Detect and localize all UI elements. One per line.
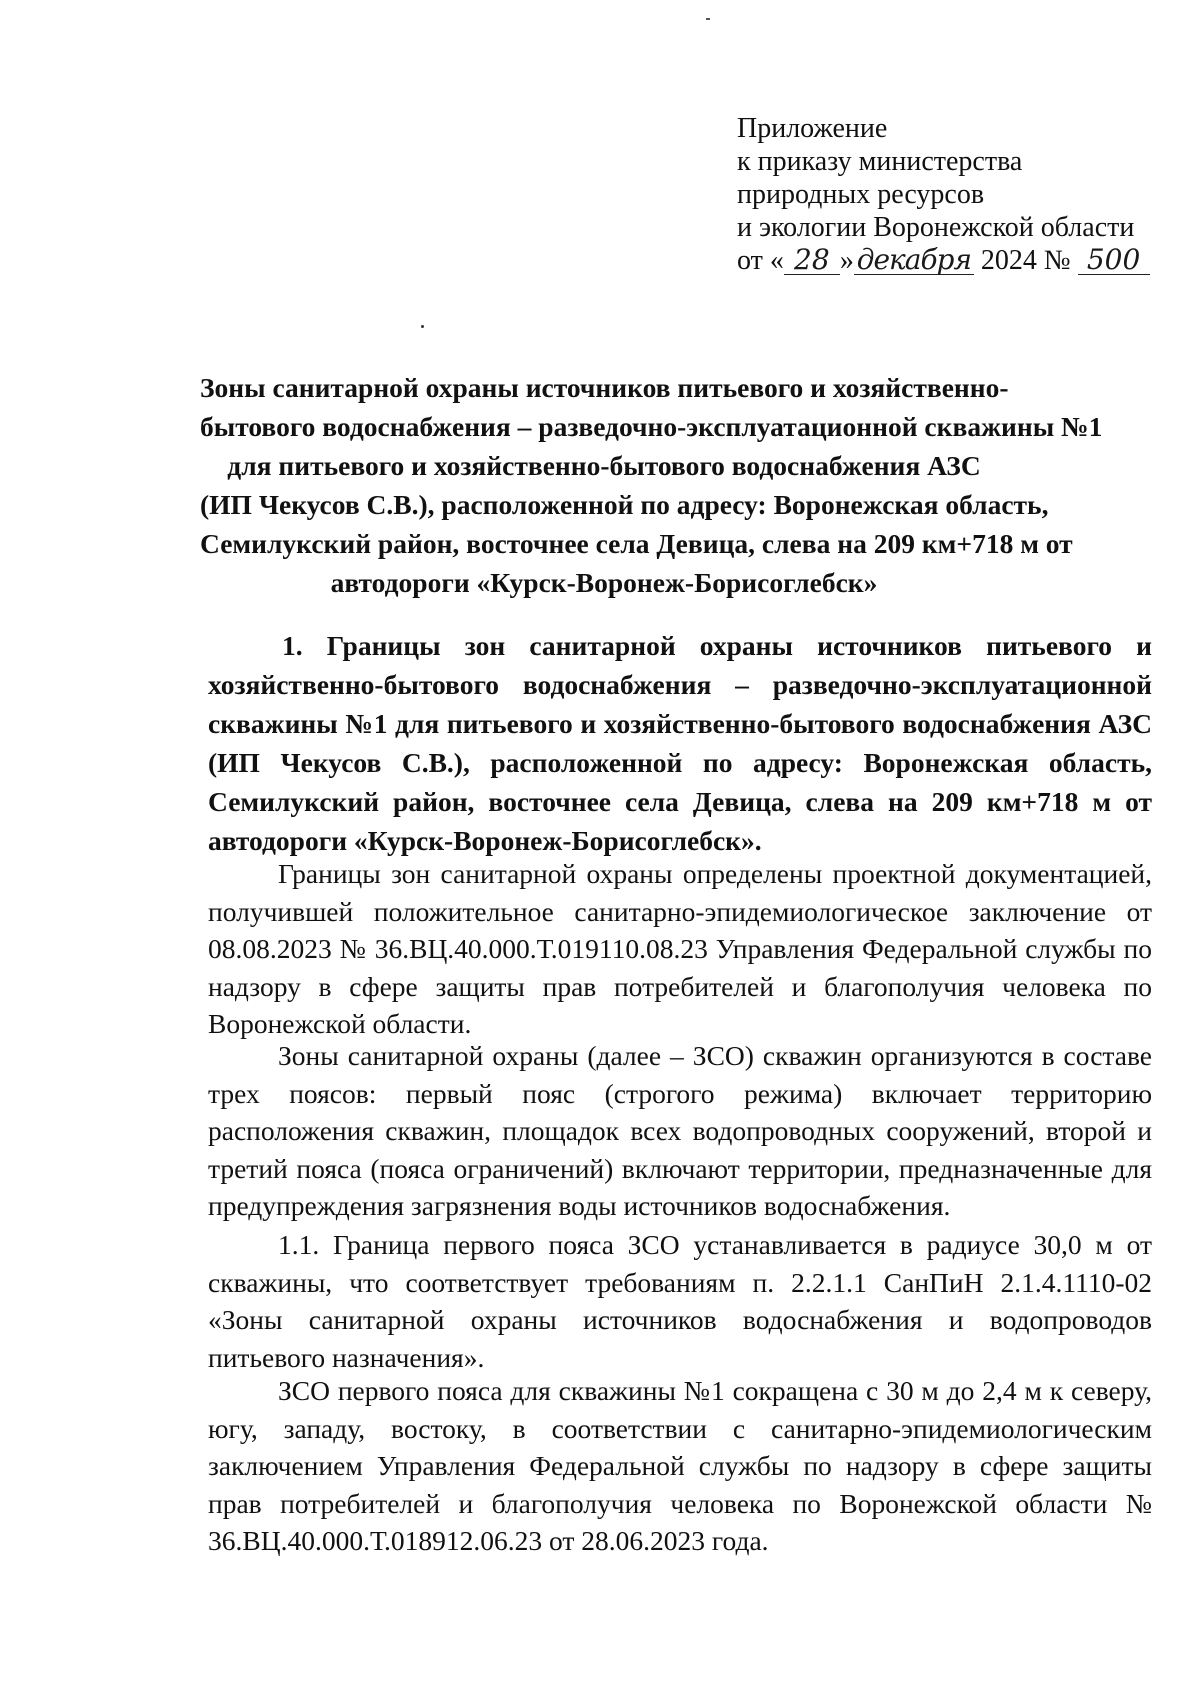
date-year: 2024 № <box>973 245 1078 276</box>
paragraph-reduction <box>208 1372 1152 1560</box>
paragraph-boundaries <box>208 855 1152 1043</box>
title-line: (ИП Чекусов С.В.), расположенной по адресу: Воронежская область, <box>200 489 1049 520</box>
appendix-date-line <box>737 244 1157 277</box>
scan-mark <box>706 18 710 20</box>
appendix-line: Приложение <box>737 113 888 144</box>
scan-dot <box>421 325 424 328</box>
title-line: бытового водоснабжения – разведочно-эксплуатационной скважины №1 <box>200 411 1103 442</box>
date-prefix: от « <box>737 245 784 276</box>
paragraph-first-belt <box>208 1226 1152 1376</box>
document-title <box>200 368 1103 602</box>
handwritten-month: декабря <box>854 246 974 275</box>
section-heading <box>208 626 1152 860</box>
paragraph-text: Границы зон санитарной охраны определены проектной документацией, получившей положительное санитарно-эпидемиологическое заключение от 08.08.2023 № 36.ВЦ.40.000.Т.019110.08.23 Управления Федеральной службы по надзору в сфере защиты прав потребителей и благополучия человека по Воронежской области. <box>208 858 1152 1039</box>
paragraph-zones <box>208 1037 1152 1225</box>
appendix-line: природных ресурсов <box>737 179 985 210</box>
paragraph-text: ЗСО первого пояса для скважины №1 сокращена с 30 м до 2,4 м к северу, югу, западу, востоку, в соответствии с санитарно-эпидемиологическим заключением Управления Федеральной службы по надзору в сфере защиты прав потребителей и благополучия человека по Воронежской области № 36.ВЦ.40.000.Т.018912.06.23 от 28.06.2023 года. <box>208 1375 1152 1556</box>
paragraph-text: 1.1. Граница первого пояса ЗСО устанавливается в радиусе 30,0 м от скважины, что соответствует требованиям п. 2.2.1.1 СанПиН 2.1.4.1110-02 «Зоны санитарной охраны источников водоснабжения и водопроводов питьевого назначения». <box>208 1229 1152 1373</box>
title-line: Зоны санитарной охраны источников питьевого и хозяйственно- <box>200 372 1009 403</box>
appendix-line: к приказу министерства <box>737 146 1023 177</box>
title-line: Семилукский район, восточнее села Девица, слева на 209 км+718 м от <box>200 528 1073 559</box>
section-heading-text: 1. Границы зон санитарной охраны источников питьевого и хозяйственно-бытового водоснабжения – разведочно-эксплуатационной скважины №1 для питьевого и хозяйственно-бытового водоснабжения АЗС (ИП Чекусов С.В.), расположенной по адресу: Воронежская область, Семилукский район, восточнее села Девица, слева на 209 км+718 м от автодороги «Курск-Воронеж-Борисоглебск». <box>208 630 1152 856</box>
appendix-line: и экологии Воронежской области <box>737 212 1135 243</box>
paragraph-text: Зоны санитарной охраны (далее – ЗСО) скважин организуются в составе трех поясов: первый пояс (строгого режима) включает территорию расположения скважин, площадок всех водопроводных сооружений, второй и третий пояса (пояса ограничений) включают территории, предназначенные для предупреждения загрязнения воды источников водоснабжения. <box>208 1040 1152 1221</box>
handwritten-day: 28 <box>784 246 840 275</box>
handwritten-order-number: 500 <box>1078 246 1150 275</box>
appendix-header <box>737 112 1157 277</box>
title-line: автодороги «Курск-Воронеж-Борисоглебск» <box>330 567 878 598</box>
title-line: для питьевого и хозяйственно-бытового водоснабжения АЗС <box>227 450 981 481</box>
date-mid: » <box>839 245 854 276</box>
